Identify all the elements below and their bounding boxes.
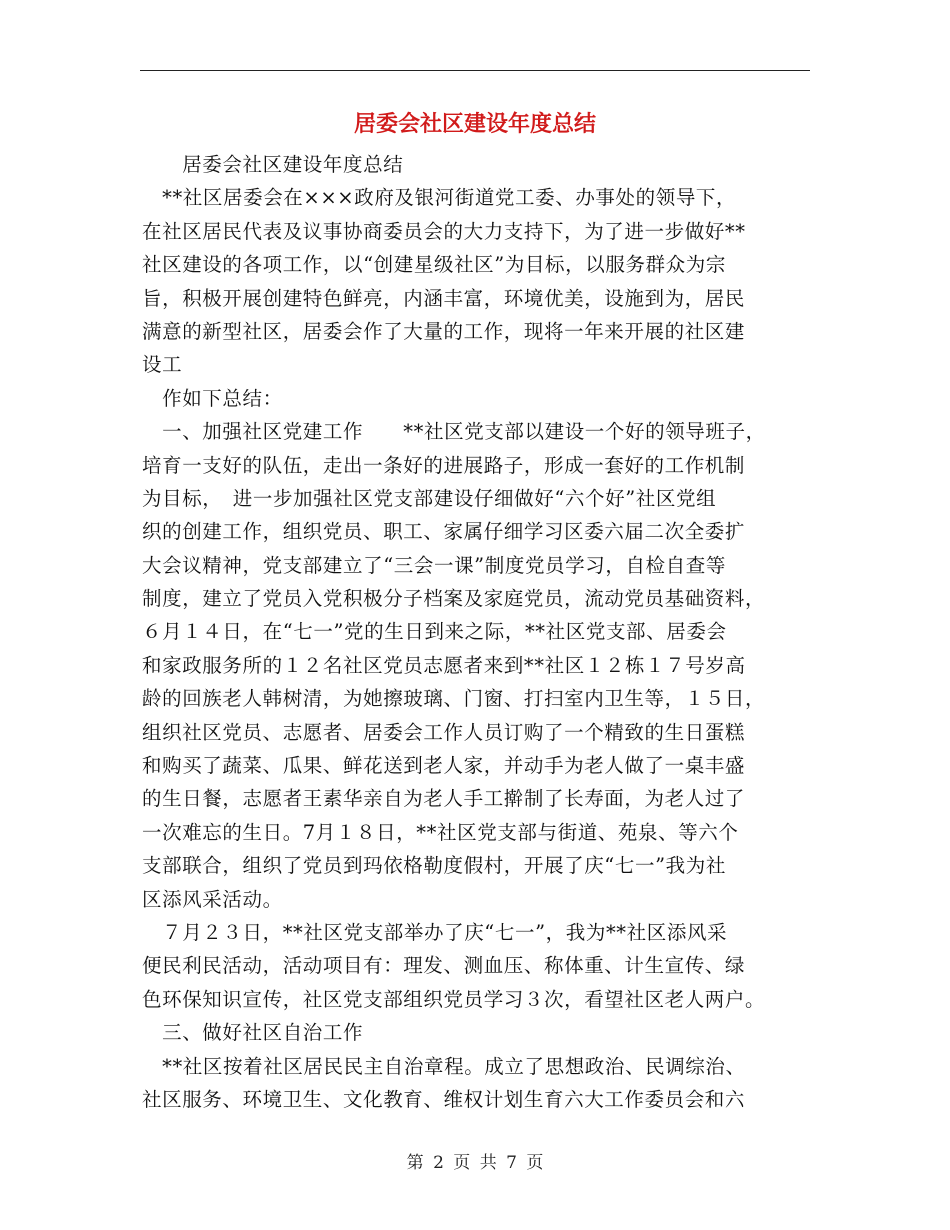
text-line: 一、加强社区党建工作 **社区党支部以建设一个好的领导班子， — [142, 420, 766, 444]
text-line: 和家政服务所的１２名社区党员志愿者来到**社区１２栋１７号岁高 — [142, 653, 746, 677]
page-footer: 第 2 页 共 7 页 — [406, 1153, 544, 1173]
text-line: ７月２３日，**社区党支部举办了庆“七一”，我为**社区添风采 — [142, 920, 728, 944]
text-line: 区添风采活动。 — [142, 887, 283, 911]
text-line: 社区服务、环境卫生、文化教育、维权计划生育六大工作委员会和六 — [142, 1087, 746, 1111]
text-line: 为目标， 进一步加强社区党支部建设仔细做好“六个好”社区党组 — [142, 486, 717, 510]
text-line: 的生日餐，志愿者王素华亲自为老人手工擀制了长寿面，为老人过了 — [142, 787, 746, 811]
text-line: 织的创建工作，组织党员、职工、家属仔细学习区委六届二次全委扩 — [142, 520, 746, 544]
text-line: 社区建设的各项工作，以“创建星级社区”为目标，以服务群众为宗 — [142, 253, 726, 277]
text-line: 满意的新型社区，居委会作了大量的工作，现将一年来开展的社区建 — [142, 319, 746, 343]
text-line: 制度，建立了党员入党积极分子档案及家庭党员，流动党员基础资料， — [142, 587, 766, 611]
text-line: 便民利民活动，活动项目有：理发、测血压、称体重、计生宣传、绿 — [142, 954, 746, 978]
text-line: 龄的回族老人韩树清，为她擦玻璃、门窗、打扫室内卫生等，１５日， — [142, 687, 766, 711]
text-line: 培育一支好的队伍，走出一条好的进展路子，形成一套好的工作机制 — [142, 453, 746, 477]
text-line: 设工 — [142, 353, 183, 377]
text-line: 旨，积极开展创建特色鲜亮，内涵丰富，环境优美，设施到为，居民 — [142, 286, 746, 310]
text-line: 在社区居民代表及议事协商委员会的大力支持下，为了进一步做好** — [142, 219, 746, 243]
text-line: **社区居委会在×××政府及银河街道党工委、办事处的领导下， — [142, 186, 737, 210]
header-rule — [140, 70, 810, 71]
text-line: 色环保知识宣传，社区党支部组织党员学习３次，看望社区老人两户。 — [142, 987, 766, 1011]
text-line: 大会议精神，党支部建立了“三会一课”制度党员学习，自检自查等 — [142, 553, 726, 577]
text-line: 组织社区党员、志愿者、居委会工作人员订购了一个精致的生日蛋糕 — [142, 720, 746, 744]
text-line: 三、做好社区自治工作 — [142, 1021, 364, 1045]
text-line: **社区按着社区居民民主自治章程。成立了思想政治、民调综治、 — [142, 1054, 746, 1078]
text-line: 作如下总结： — [142, 386, 283, 410]
document-body — [142, 148, 822, 1116]
text-line: ６月１４日，在“七一”党的生日到来之际，**社区党支部、居委会 — [142, 620, 727, 644]
text-line: 居委会社区建设年度总结 — [142, 153, 404, 176]
text-line: 和购买了蔬菜、瓜果、鲜花送到老人家，并动手为老人做了一桌丰盛 — [142, 754, 746, 778]
text-line: 一次难忘的生日。7月１８日，**社区党支部与街道、苑泉、等六个 — [142, 820, 739, 844]
text-line: 支部联合，组织了党员到玛依格勒度假村，开展了庆“七一”我为社 — [142, 854, 726, 878]
document-title: 居委会社区建设年度总结 — [353, 112, 596, 137]
